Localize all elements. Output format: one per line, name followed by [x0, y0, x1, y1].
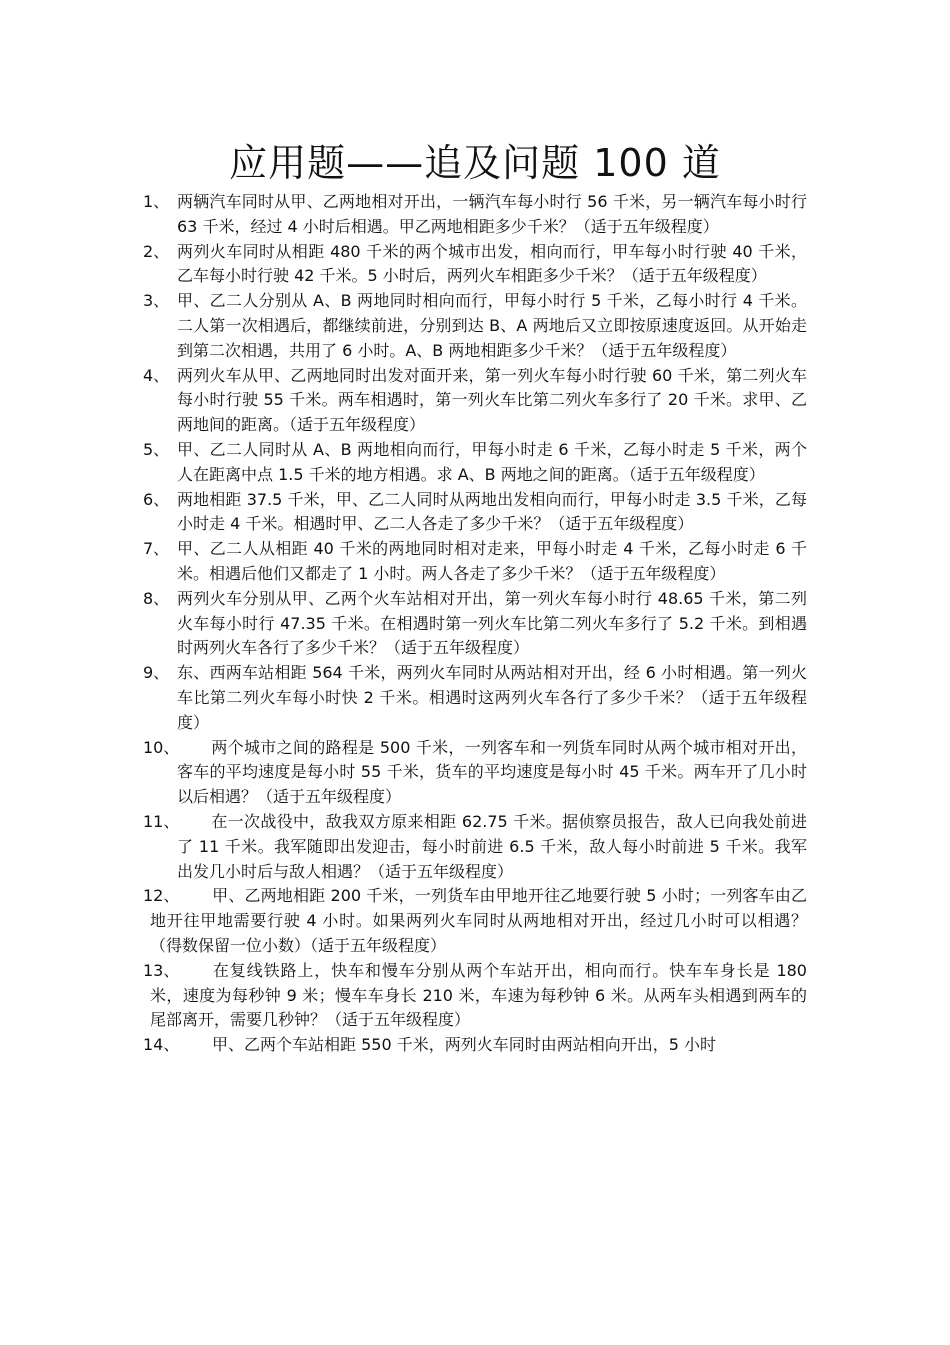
question-item — [0, 884, 950, 958]
question-text-content: 在复线铁路上，快车和慢车分别从两个车站开出，相向而行。快车车身长是 180 米，速度为每秒钟 9 米；慢车车身长 210 米，车速为每秒钟 6 米。从两车头相遇到两车的尾部离开，需要几秒钟？（适于五年级程度） — [150, 960, 807, 1030]
question-text: 东、西两车站相距 564 千米，两列火车同时从两站相对开出，经 6 小时相遇。第一列火车比第二列火车每小时快 2 千米。相遇时这两列火车各行了多少千米？（适于五年级程度） — [177, 663, 807, 732]
question-item — [0, 810, 950, 884]
question-text: 两列火车从甲、乙两地同时出发对面开来，第一列火车每小时行驶 60 千米，第二列火车每小时行驶 55 千米。两车相遇时，第一列火车比第二列火车多行了 20 千米。求甲、乙两地间的距离。（适于五年级程度） — [177, 365, 807, 435]
question-item — [0, 736, 950, 810]
question-number: 10、 — [143, 737, 180, 757]
question-number: 14、 — [143, 1035, 180, 1055]
question-item — [0, 438, 950, 488]
question-item — [0, 959, 950, 1033]
question-number: 4、 — [143, 365, 170, 385]
question-text — [177, 810, 807, 884]
question-item — [0, 488, 950, 538]
question-text — [150, 959, 807, 1033]
question-text-content: 两个城市之间的路程是 500 千米，一列客车和一列货车同时从两个城市相对开出，客车的平均速度是每小时 55 千米，货车的平均速度是每小时 45 千米。两车开了几小时以后相遇？（适于五年级程度） — [177, 737, 807, 807]
question-list — [0, 190, 950, 1058]
question-text-content: 甲、乙两个车站相距 550 千米，两列火车同时由两站相向开出，5 小时 — [212, 1035, 716, 1055]
question-item — [0, 364, 950, 438]
question-item — [0, 190, 950, 240]
question-number: 1、 — [143, 192, 170, 211]
question-text: 两列火车同时从相距 480 千米的两个城市出发，相向而行，甲车每小时行驶 40 千米，乙车每小时行驶 42 千米。5 小时后，两列火车相距多少千米？（适于五年级程度） — [177, 241, 807, 286]
question-item — [0, 289, 950, 363]
question-text: 甲、乙二人分别从 A、B 两地同时相向而行，甲每小时行 5 千米，乙每小时行 4 千米。二人第一次相遇后，都继续前进，分别到达 B、A 两地后又立即按原速度返回。从开始走到第二次相遇，共用了 6 小时。A、B 两地相距多少千米？（适于五年级程度） — [177, 291, 807, 360]
question-number: 6、 — [143, 489, 170, 509]
question-text: 甲、乙二人同时从 A、B 两地相向而行，甲每小时走 6 千米，乙每小时走 5 千米，两个人在距离中点 1.5 千米的地方相遇。求 A、B 两地之间的距离。（适于五年级程度） — [177, 439, 807, 484]
question-text: 两列火车分别从甲、乙两个火车站相对开出，第一列火车每小时行 48.65 千米，第二列火车每小时行 47.35 千米。在相遇时第一列火车比第二列火车多行了 5.2 千米。到相遇时两列火车各行了多少千米？（适于五年级程度） — [177, 588, 807, 658]
question-text-content: 在一次战役中，敌我双方原来相距 62.75 千米。据侦察员报告，敌人已向我处前进了 11 千米。我军随即出发迎击，每小时前进 6.5 千米，敌人每小时前进 5 千米。我军出发几小时后与敌人相遇？（适于五年级程度） — [177, 811, 807, 881]
page-title: 应用题——追及问题 100 道 — [229, 141, 721, 185]
question-text: 两辆汽车同时从甲、乙两地相对开出，一辆汽车每小时行 56 千米，另一辆汽车每小时行 63 千米，经过 4 小时后相遇。甲乙两地相距多少千米？（适于五年级程度） — [177, 192, 807, 236]
question-item — [0, 1033, 950, 1058]
question-number: 8、 — [143, 588, 170, 608]
question-text — [150, 884, 807, 958]
question-item — [0, 587, 950, 661]
question-item — [0, 661, 950, 735]
question-number: 12、 — [143, 886, 180, 906]
question-text — [177, 736, 807, 810]
question-number: 11、 — [143, 811, 180, 831]
question-text-content: 甲、乙两地相距 200 千米，一列货车由甲地开往乙地要行驶 5 小时；一列客车由乙地开往甲地需要行驶 4 小时。如果两列火车同时从两地相对开出，经过几小时可以相遇？（得数保留一位小数）（适于五年级程度） — [150, 886, 807, 955]
question-item — [0, 240, 950, 290]
question-number: 5、 — [143, 439, 170, 459]
question-number: 13、 — [143, 960, 180, 980]
question-text: 两地相距 37.5 千米，甲、乙二人同时从两地出发相向而行，甲每小时走 3.5 千米，乙每小时走 4 千米。相遇时甲、乙二人各走了多少千米？（适于五年级程度） — [177, 489, 807, 534]
question-number: 2、 — [143, 241, 170, 261]
question-number: 7、 — [143, 539, 170, 559]
question-number: 3、 — [143, 291, 170, 311]
question-number: 9、 — [143, 663, 170, 683]
question-text — [150, 1033, 807, 1058]
question-item — [0, 537, 950, 587]
question-text: 甲、乙二人从相距 40 千米的两地同时相对走来，甲每小时走 4 千米，乙每小时走 6 千米。相遇后他们又都走了 1 小时。两人各走了多少千米？（适于五年级程度） — [177, 539, 807, 583]
